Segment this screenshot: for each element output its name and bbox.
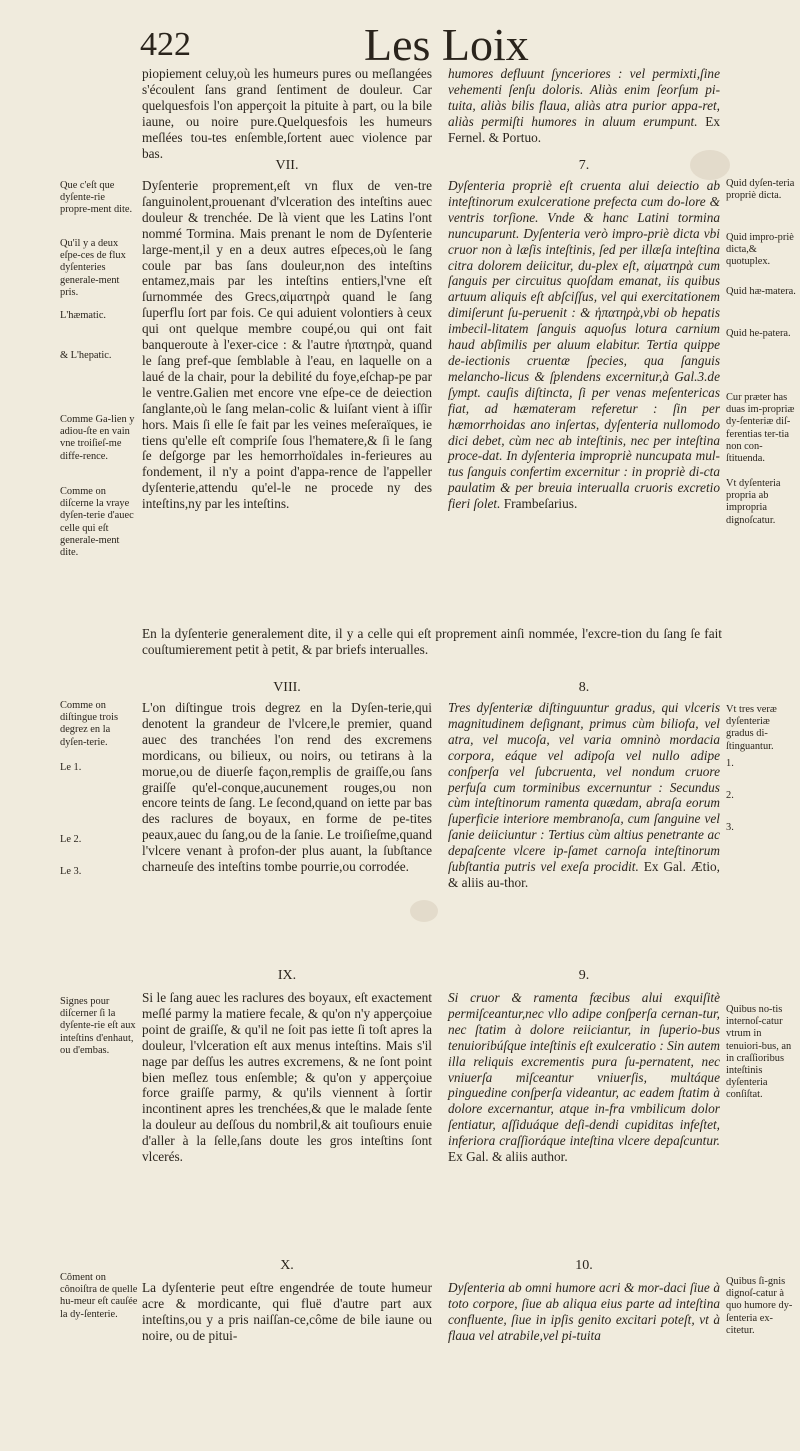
- s9-french-text: Si le ſang auec les raclures des boyaux, eſt exactement meſlé parmy la matiere fecale, & qu'on n'y apperçoiue point de graiſſe, & qu'il ne ſoit pas iette ſi toſt apres la douleur, l'vlceration eſt aux menus inteſtins. Mais s'il nage par deſſus les autres excremens, & ne ſont point bien meſlez tous enſemble; & qu'on y apperçoiue force graiſſe parmy, & qu'ils viennent à ſortir incontinent apres les trenchées,& que le malade ſente la douleur au deſſous du nombril,& ait touſiours enuie d'aller à la ſelle,ſans doute les gros inteſtins ſont vlcerés.: [142, 990, 432, 1165]
- s9-heading-fr: IX.: [277, 968, 297, 983]
- margin-left-note: Que c'eſt que dyſente-rie propre-ment dite.: [60, 180, 133, 216]
- page-number: 422: [140, 26, 191, 63]
- margin-right-note: 3.: [726, 822, 734, 833]
- s8-latin-text: Tres dyſenteriæ diſtinguuntur gradus, qui vlceris magnitudinem deſignant, primus cùm biliofa, vel atra, vel mucoſa, vel varia omninò mordacia corpora, eáque vel adipoſa vel nullo adipe conſperſa vel ſubcruenta, vel nondum cruore perfuſa cum torminibus excernuntur : Secundus cùm inteſtinorum ramenta quædam, abraſa eorum ſuperficie interiore membranoſa, cum ſanguine vel ſanie deiiciuntur : Tertius cùm altius penetrante ac depaſcente vlcere ip-ſamet carnoſa inteſtinorum ſubſtantia putris vel exeſa procidit.: [448, 700, 720, 875]
- s8-heading-fr: VIII.: [273, 680, 301, 695]
- s10-heading-fr: X.: [280, 1258, 294, 1273]
- margin-right-note: Quibus ſi-gnis dignoſ-catur à quo humore dy-ſenteria ex-citetur.: [726, 1276, 793, 1336]
- s8-latin-ref: Ex Gal. Ætio, & aliis au-thor.: [448, 859, 720, 890]
- s7-fullwidth-text: En la dyſenterie generalement dite, il y a celle qui eſt proprement ainſi nommée, l'excre-tion du ſang ſe fait couſtumierement petit à petit, & par briefs interualles.: [142, 626, 722, 657]
- s6-french-text: piopiement celuy,où les humeurs pures ou meſlangées s'écoulent ſans grand ſentiment de douleur. Car quelquesfois l'on apperçoit la pituite à part, ou la bile iaune, ou noire pure.Quelquesfois les humeurs meſlées tou-tes enſemble,ſortent auec violence par bas.: [142, 66, 432, 161]
- margin-left-note: Le 3.: [60, 866, 82, 877]
- s7-latin-block: [448, 178, 720, 512]
- s10-latin-text: Dyſenteria ab omni humore acri & mor-daci ſiue à toto corpore, ſiue ab aliqua eius parte ad inteſtina confluente, ſiue in ipſis genito excitari poteſt, vt à flaua vel atrabile,vel pi-tuita: [448, 1280, 720, 1343]
- margin-left-note: Le 2.: [60, 834, 82, 845]
- s9-heading-lat: 9.: [578, 968, 590, 983]
- margin-right-note: 2.: [726, 790, 734, 801]
- margin-left-note: Comme on diſtingue trois degrez en la dyſen-terie.: [60, 700, 119, 748]
- s8-french-text: L'on diſtingue trois degrez en la Dyſen-terie,qui denotent la grandeur de l'vlcere,le premier, quand auec des tranchées l'on rend des excremens mordicans, ou bilieux, ou noirs, ou tetirans à la morue,ou de diuerſe façon,remplis de graiſſe,ou ſans graiſſe qu'el-conque,aucunement rouges,ou non encore teints de ſang. Le ſecond,quand on iette par bas des raclures de boyaux, en forme de pe-tites peaux,auec du ſang,ou de la ſanie. Le troiſieſme,quand l'vlcere venant à profon-der plus auant, la ſubſtance charneuſe des inteſtins tombe pourrie,ou corrodée.: [142, 700, 432, 875]
- margin-right-note: Quid he-patera.: [726, 328, 791, 339]
- s10-heading-lat: 10.: [575, 1258, 593, 1273]
- margin-right-note: Quid hæ-matera.: [726, 286, 796, 297]
- margin-left-note: L'hæmatic.: [60, 310, 107, 321]
- s7-heading-fr: VII.: [275, 158, 299, 173]
- s7-heading-lat: 7.: [578, 158, 590, 173]
- margin-left-note: Signes pour diſcerner ſi la dyſente-rie eſt aux inteſtins d'enhaut, ou d'embas.: [60, 996, 136, 1056]
- s7-latin-ref: Frambeſarius.: [503, 496, 578, 512]
- margin-right-note: Quid dyſen-teria propriè dicta.: [726, 178, 795, 202]
- s9-latin-text: Si cruor & ramenta fæcibus alui exquiſitè permiſceantur,nec vllo adipe conſperſa cernan-tur, nec ſtatim à dolore reiiciantur, in ſuperio-bus tenuioribúſque inteſtinis eſt exulceratio : Sin autem illa reliquis excrementis pura ſu-pernatent, nec vniuerſa miſceantur vniuerſis, multáque pinguedine conſperſa videantur, ac eadem ſtatim à dolore excernantur, atque in-fra vmbilicum dolor ſentiatur, aſſiduáque deſi-dendi cupiditas infeſtet, inferiora craſſioráque inteſtina vlcere depaſcuntur.: [448, 990, 720, 1149]
- s6-latin-ref: Ex Fernel. & Portuo.: [448, 113, 720, 145]
- margin-right-note: Quibus no-tis internoſ-catur vtrum in tenuiori-bus, an in craſſioribus inteſtinis dyſenteria conſiſtat.: [726, 1004, 792, 1101]
- s7-latin-text: Dyſenteria propriè eſt cruenta alui deiectio ab inteſtinorum exulceratione prefecta cum do-lore & ventris torſione. Vnde & hanc Latini tormina nuncuparunt. Dyſenteria verò impro-priè dicta vbi cruor non à læſis inteſtinis, ſed per illæſa inteſtina citra dolorem deiicitur, du-plex eſt, αἱματηρὰ cum ſanguis per circuitus quoſdam emanat, iis quibus artuum aliquis eſt abſciſſus, vel qui exercitationem dimiſerunt ſu-peruenit : & ἡπατηρὰ,vbi ob hepatis imbecil-litatem ſanguis aquoſus lotura carnium haud abſimilis per aluum elabitur. Tertia quippe de-iectionis cruentæ ſpecies, qua ſanguis melancho-licus & ſplendens excernitur,à Gal.3.de ſympt. cauſis diſtincta, ſi per venas meſentericas fiat, ad hæmateram referetur : ſin per hæmorrhoidas ano inſertas, dyſenteria nullomodo dici debet, cùm nec ab inteſtinis, nec per inteſtina proce-dat. In dyſenteria impropriè nuncupata mul-tus ſanguis confertim excernitur : in propriè di-cta paulatim & per breuia interualla cruoris excretio fieri ſolet.: [448, 178, 720, 512]
- s9-latin-ref: Ex Gal. & aliis author.: [448, 1149, 568, 1165]
- running-title: Les Loix: [364, 19, 529, 70]
- margin-left-note: Côment on cônoiſtra de quelle hu-meur eſt cauſée la dy-ſenterie.: [60, 1272, 138, 1320]
- s8-heading-lat: 8.: [578, 680, 590, 695]
- margin-right-note: 1.: [726, 758, 734, 769]
- margin-left-note: Comme on diſcerne la vraye dyſen-terie d'auec celle qui eſt generale-ment dite.: [60, 486, 134, 559]
- margin-right-note: Vt tres veræ dyſenteriæ gradus di-ſtinguantur.: [726, 704, 777, 752]
- s9-latin-block: [448, 990, 720, 1165]
- margin-left-note: Qu'il y a deux eſpe-ces de flux dyſenteries generale-ment pris.: [60, 238, 126, 298]
- s10-french-text: La dyſenterie peut eſtre engendrée de toute humeur acre & mordicante, qui fluë d'autre part aux inteſtins,ou y a pris naiſſan-ce,côme de bile iaune ou noire, ou de pitui-: [142, 1280, 432, 1343]
- margin-left-note: & L'hepatic.: [60, 350, 112, 361]
- s7-french-text: Dyſenterie proprement,eſt vn flux de ven-tre ſanguinolent,prouenant d'vlceration des inteſtins auec douleur & trenchée. De là vient que les Latins l'ont nommé Tormina. Mais prenant le nom de Dyſenterie large-ment,il y en a deux autres eſpeces,où le ſang coule par bas ſans douleur,non des inteſtins entamez,mais par les inteſtins entiers,l'vne eſt ſurnommée des Grecs,αἱματηρὰ quand le ſang ſuperflu ſort par fois. Ce qui aduient volontiers à ceux qui ont quelque membre coupé,ou qui ont fait banqueroute à l'exer-cice : & l'autre ἡπατηρὰ, quand le ſang pref-que ſemblable à l'eau, en laquelle on a laué de la chair, pour la debilité du foye,eſchap-pe par le ventre.Galien met encore vne eſpe-ce de deiection ſanglante,où le ſang melan-colic & luiſant vient à iſſir hors. Mais ſi elle ſe fait par les veines meſeraïques, ie tiens qu'elle eſt compriſe ſous l'hematere,& ſi le ſang ſe deſgorge par les hemorrhoïdales in-ferieures au fondement, il n'y a point d'appa-rence de l'appeller dyſenterie,attendu qu'el-le ne procede ny des inteſtins,ny par les inteſtins.: [142, 178, 432, 512]
- margin-left-note: Comme Ga-lien y adiou-ſte en vain vne troiſieſ-me diffe-rence.: [60, 414, 135, 462]
- s6-latin-block: [448, 66, 720, 146]
- margin-right-note: Vt dyſenteria propria ab impropria dignoſcatur.: [726, 478, 781, 526]
- margin-left-note: Le 1.: [60, 762, 82, 773]
- margin-right-note: Quid impro-priè dicta,& quotuplex.: [726, 232, 794, 268]
- s8-latin-block: [448, 700, 720, 891]
- page-header: [0, 14, 800, 74]
- margin-right-note: Cur præter has duas im-propriæ dy-ſenteriæ diſ-ferentias ter-tia non con-ſtituenda.: [726, 392, 795, 465]
- s6-latin-text: humores defluunt ſynceriores : vel permixti,ſine vehementi ſenſu doloris. Aliàs enim ſeorſum pi-tuita, aliàs bilis flaua, aliàs atra purior appa-ret, aliàs permiſti humores in aluum erumpunt.: [448, 66, 720, 129]
